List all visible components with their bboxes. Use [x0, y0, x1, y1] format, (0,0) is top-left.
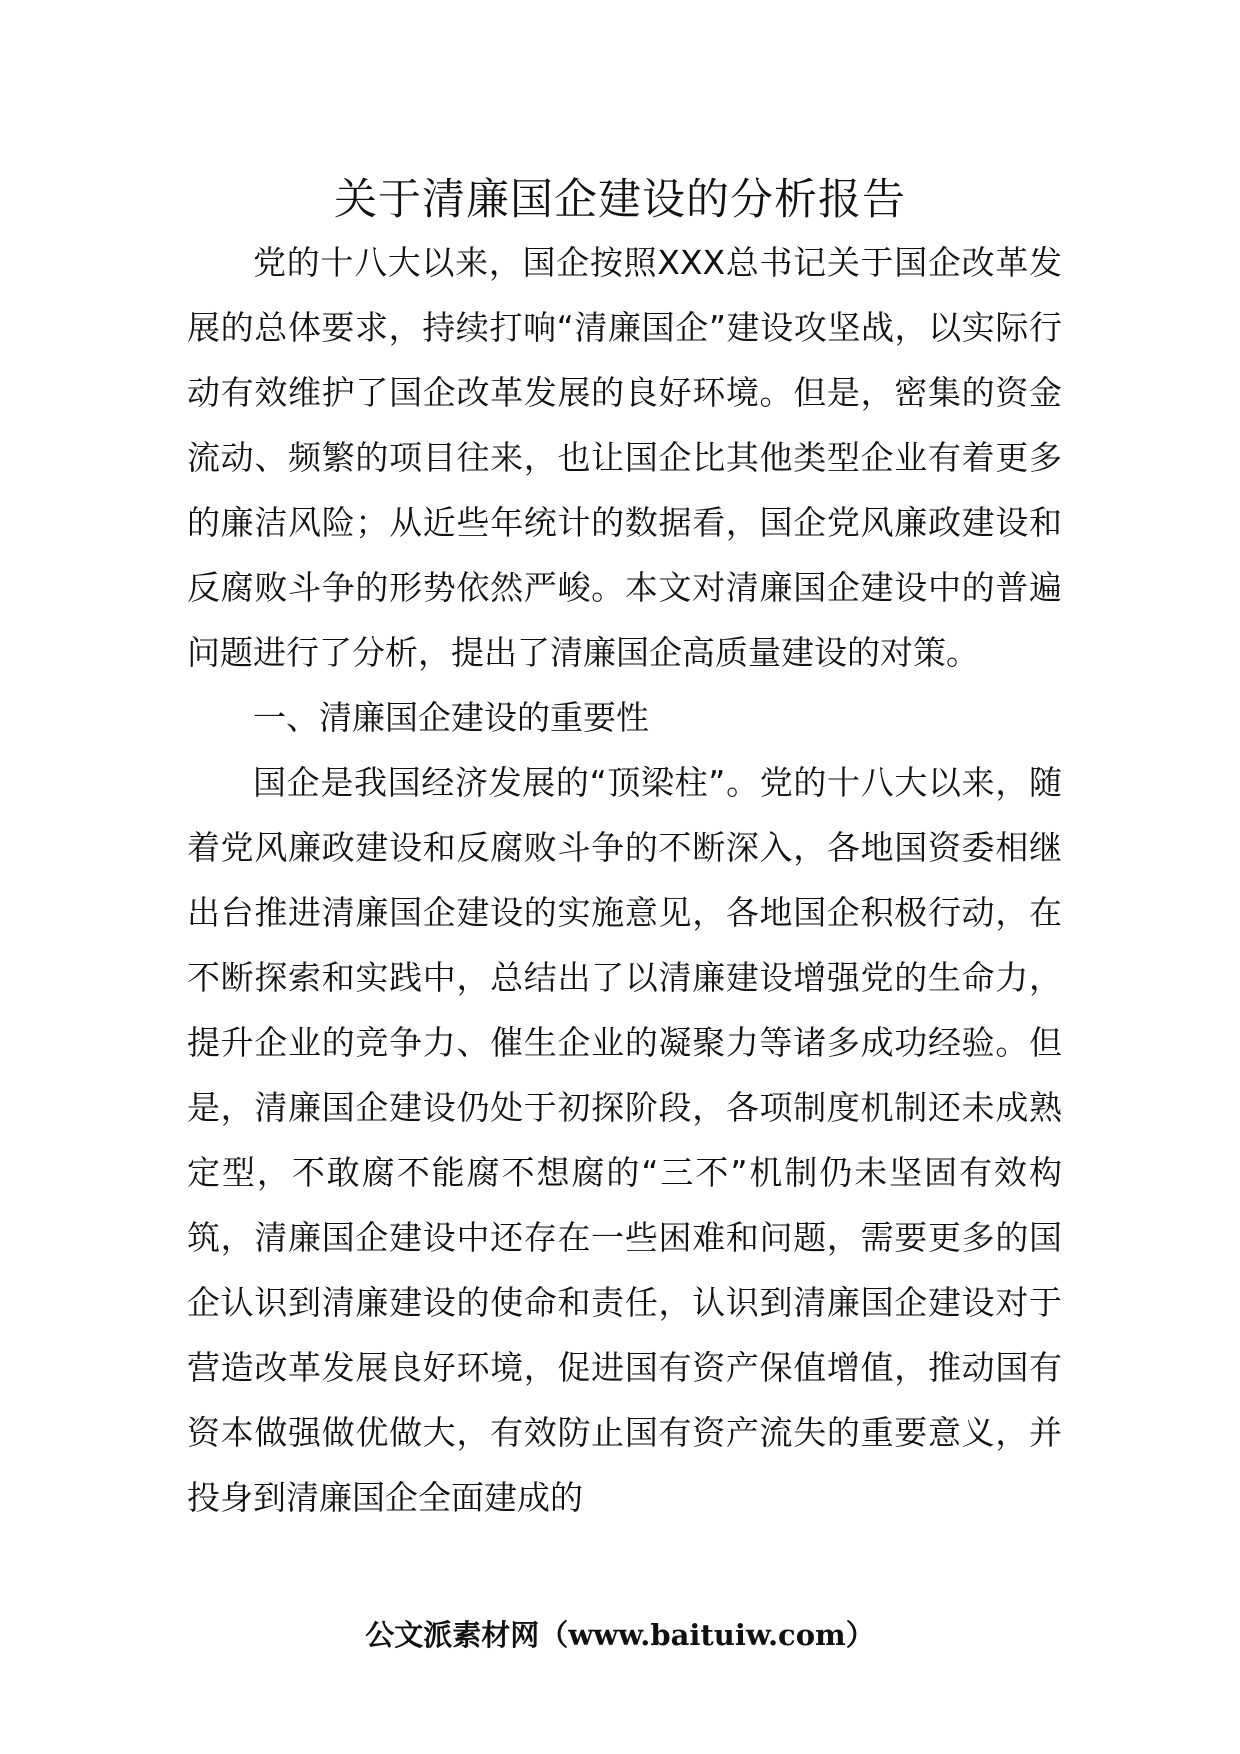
paragraph-intro: 党的十八大以来，国企按照XXX总书记关于国企改革发展的总体要求，持续打响“清廉国企”建设攻坚战，以实际行动有效维护了国企改革发展的良好环境。但是，密集的资金流动、频繁的项目往来，也让国企比其他类型企业有着更多的廉洁风险；从近些年统计的数据看，国企党风廉政建设和反腐败斗争的形势依然严峻。本文对清廉国企建设中的普遍问题进行了分析，提出了清廉国企高质量建设的对策。 [187, 243, 1062, 672]
section-heading-1: 一、清廉国企建设的重要性 [253, 698, 649, 737]
paragraph-importance: 国企是我国经济发展的“顶梁柱”。党的十八大以来，随着党风廉政建设和反腐败斗争的不断深入，各地国资委相继出台推进清廉国企建设的实施意见，各地国企积极行动，在不断探索和实践中，总结出了以清廉建设增强党的生命力，提升企业的竞争力、催生企业的凝聚力等诸多成功经验。但是，清廉国企建设仍处于初探阶段，各项制度机制还未成熟定型，不敢腐不能腐不想腐的“三不”机制仍未坚固有效构筑，清廉国企建设中还存在一些困难和问题，需要更多的国企认识到清廉建设的使命和责任，认识到清廉国企建设对于营造改革发展良好环境，促进国有资产保值增值，推动国有资本做强做优做大，有效防止国有资产流失的重要意义，并投身到清廉国企全面建成的 [187, 763, 1062, 1517]
document-body [187, 230, 1062, 1530]
document-title: 关于清廉国企建设的分析报告 [334, 175, 906, 225]
footer-watermark: 公文派素材网（www.baituiw.com） [365, 1618, 875, 1652]
